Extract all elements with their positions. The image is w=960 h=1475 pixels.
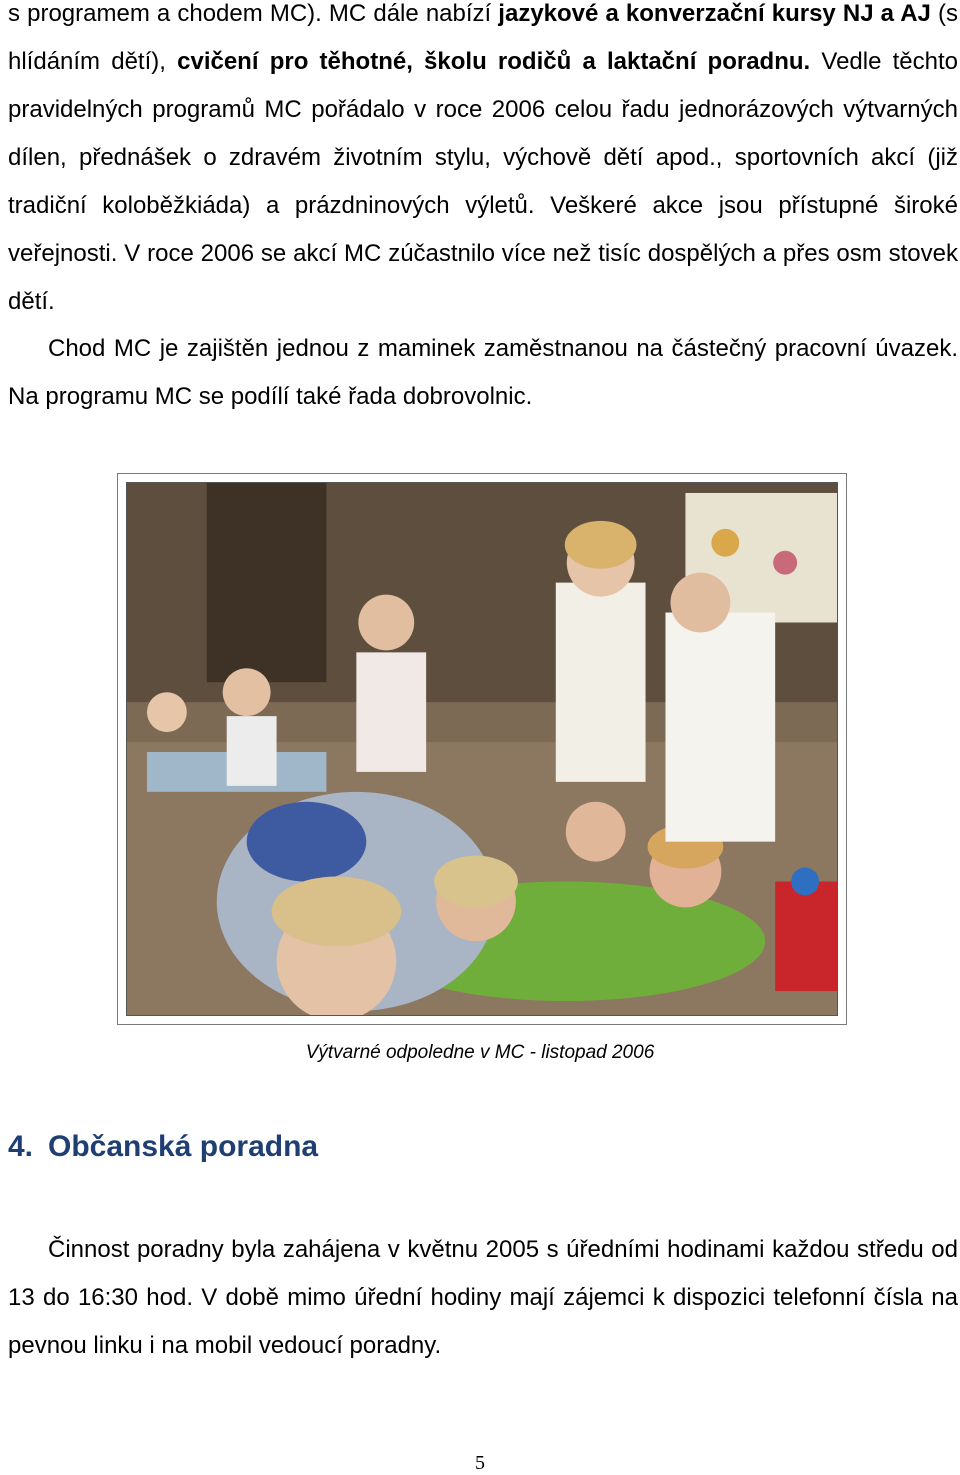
- section-heading: [8, 1130, 318, 1164]
- intro-paragraph: [8, 0, 958, 326]
- section-title: Občanská poradna: [48, 1130, 319, 1163]
- paragraph-text: Vedle těchto pravidelných programů MC pořádalo v roce 2006 celou řadu jednorázových výtvarných dílen, přednášek o zdravém životním stylu, výchově dětí apod., sportovních akcí (již tradiční koloběžkiáda) a prázdninových výletů. Veškeré akce jsou přístupné široké veřejnosti. V roce 2006 se akcí MC zúčastnilo více než tisíc dospělých a přes osm stovek dětí.: [8, 48, 959, 315]
- photo-caption: Výtvarné odpoledne v MC - listopad 2006: [305, 1042, 655, 1063]
- workshop-photo: [126, 482, 838, 1016]
- bold-courses-list: cvičení pro těhotné, školu rodičů a laktační poradnu.: [177, 48, 811, 75]
- paragraph-text: (s hlídáním dětí),: [8, 0, 958, 75]
- section-number: 4.: [8, 1130, 34, 1163]
- staff-paragraph: Chod MC je zajištěn jednou z maminek zaměstnanou na částečný pracovní úvazek. Na programu MC se podílí také řada dobrovolnic.: [8, 335, 958, 410]
- paragraph-text: s programem a chodem MC). MC dále nabízí: [8, 0, 499, 27]
- counseling-paragraph: Činnost poradny byla zahájena v květnu 2005 s úředními hodinami každou středu od 13 do 16:30 hod. V době mimo úřední hodiny mají zájemci k dispozici telefonní čísla na pevnou linku i na mobil vedoucí poradny.: [8, 1236, 958, 1359]
- page-number: 5: [475, 1452, 485, 1474]
- photo-frame: [117, 473, 847, 1025]
- photo-illustration: [127, 483, 837, 1015]
- bold-language-courses: jazykové a konverzační kursy NJ a AJ: [498, 0, 931, 27]
